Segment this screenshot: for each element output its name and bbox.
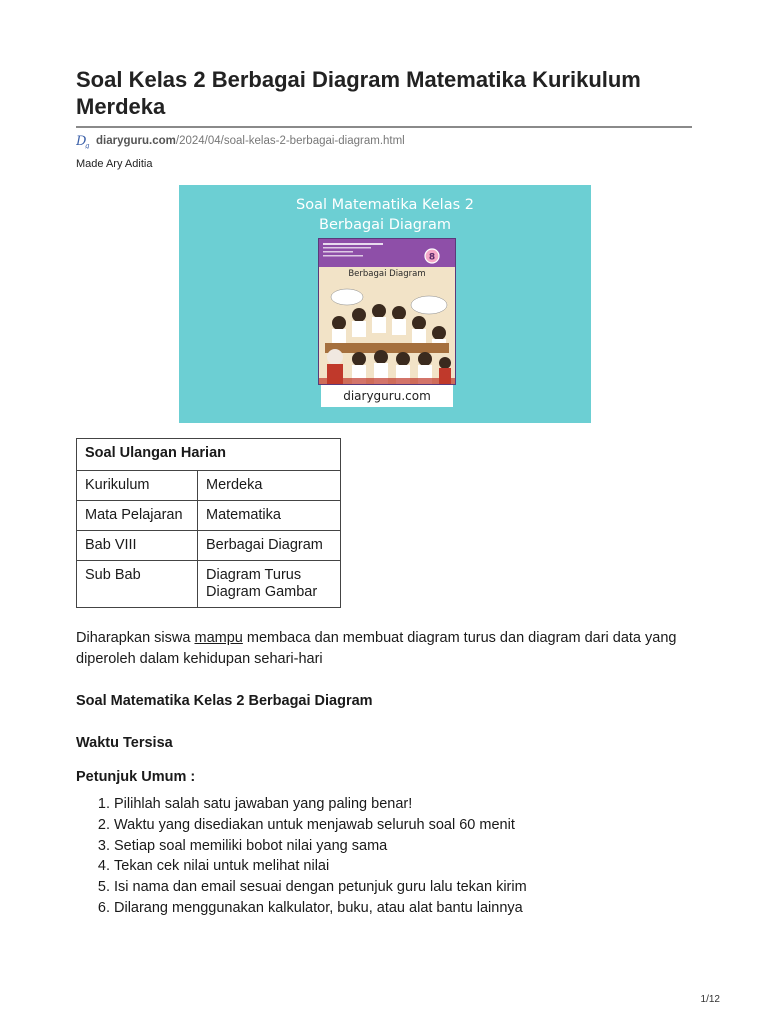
timer-label: Waktu Tersisa	[76, 735, 173, 751]
table-row	[77, 531, 341, 561]
table-row	[77, 501, 341, 531]
list-item: 3. Setiap soal memiliki bobot nilai yang sama	[114, 836, 527, 857]
source-path[interactable]: /2024/04/soal-kelas-2-berbagai-diagram.html	[175, 135, 405, 147]
list-item: 1. Pilihlah salah satu jawaban yang paling benar!	[114, 794, 527, 815]
table-row	[77, 471, 341, 501]
list-item: 5. Isi nama dan email sesuai dengan petunjuk guru lalu tekan kirim	[114, 877, 527, 898]
cover-site-label: diaryguru.com	[321, 385, 453, 407]
table-cell-value-line1: Diagram Turus	[206, 567, 302, 583]
diaryguru-logo-icon	[76, 133, 94, 149]
svg-text:g: g	[85, 142, 90, 149]
chapter-number: 8	[428, 252, 436, 263]
table-cell-value: Merdeka	[198, 471, 341, 501]
document-page	[76, 66, 692, 916]
table-cell-label: Bab VIII	[77, 531, 198, 561]
instructions-list	[76, 794, 527, 919]
table-cell-value: Matematika	[198, 501, 341, 531]
table-cell-label: Sub Bab	[77, 561, 198, 608]
table-header-row	[77, 439, 341, 471]
article-title: Soal Kelas 2 Berbagai Diagram Matematika Kurikulum Merdeka	[76, 67, 641, 119]
exam-info-table	[76, 438, 341, 608]
cover-title-line1: Soal Matematika Kelas 2	[296, 197, 474, 213]
table-row	[77, 561, 341, 608]
intro-paragraph	[76, 628, 692, 670]
table-cell-label: Mata Pelajaran	[77, 501, 198, 531]
cover-title-line2: Berbagai Diagram	[319, 217, 451, 233]
title-divider	[76, 126, 692, 128]
list-item: 4. Tekan cek nilai untuk melihat nilai	[114, 856, 527, 877]
section-title: Soal Matematika Kelas 2 Berbagai Diagram	[76, 693, 373, 709]
textbook-cover-illustration	[318, 238, 456, 385]
table-cell-label: Kurikulum	[77, 471, 198, 501]
list-item: 6. Dilarang menggunakan kalkulator, buku, atau alat bantu lainnya	[114, 898, 527, 919]
book-title: Berbagai Diagram	[348, 269, 426, 279]
page-number: 1/12	[700, 994, 720, 1005]
instructions-heading: Petunjuk Umum :	[76, 769, 196, 785]
table-cell-value	[198, 561, 341, 608]
intro-text-after: membaca dan membuat diagram turus dan diagram dari data yang diperoleh dalam kehidupan sehari-hari	[76, 630, 677, 667]
table-cell-value-line2: Diagram Gambar	[206, 584, 318, 600]
table-cell-value: Berbagai Diagram	[198, 531, 341, 561]
svg-text:D: D	[76, 134, 87, 149]
source-url[interactable]	[76, 132, 692, 150]
author-name: Made Ary Aditia	[76, 158, 153, 170]
intro-text-before: Diharapkan siswa	[76, 630, 195, 646]
list-item: 2. Waktu yang disediakan untuk menjawab seluruh soal 60 menit	[114, 815, 527, 836]
table-header: Soal Ulangan Harian	[77, 439, 341, 471]
intro-underlined-word: mampu	[194, 630, 243, 646]
classroom-illustration	[319, 239, 455, 384]
source-host[interactable]: diaryguru.com	[96, 135, 176, 147]
cover-image	[179, 185, 591, 423]
